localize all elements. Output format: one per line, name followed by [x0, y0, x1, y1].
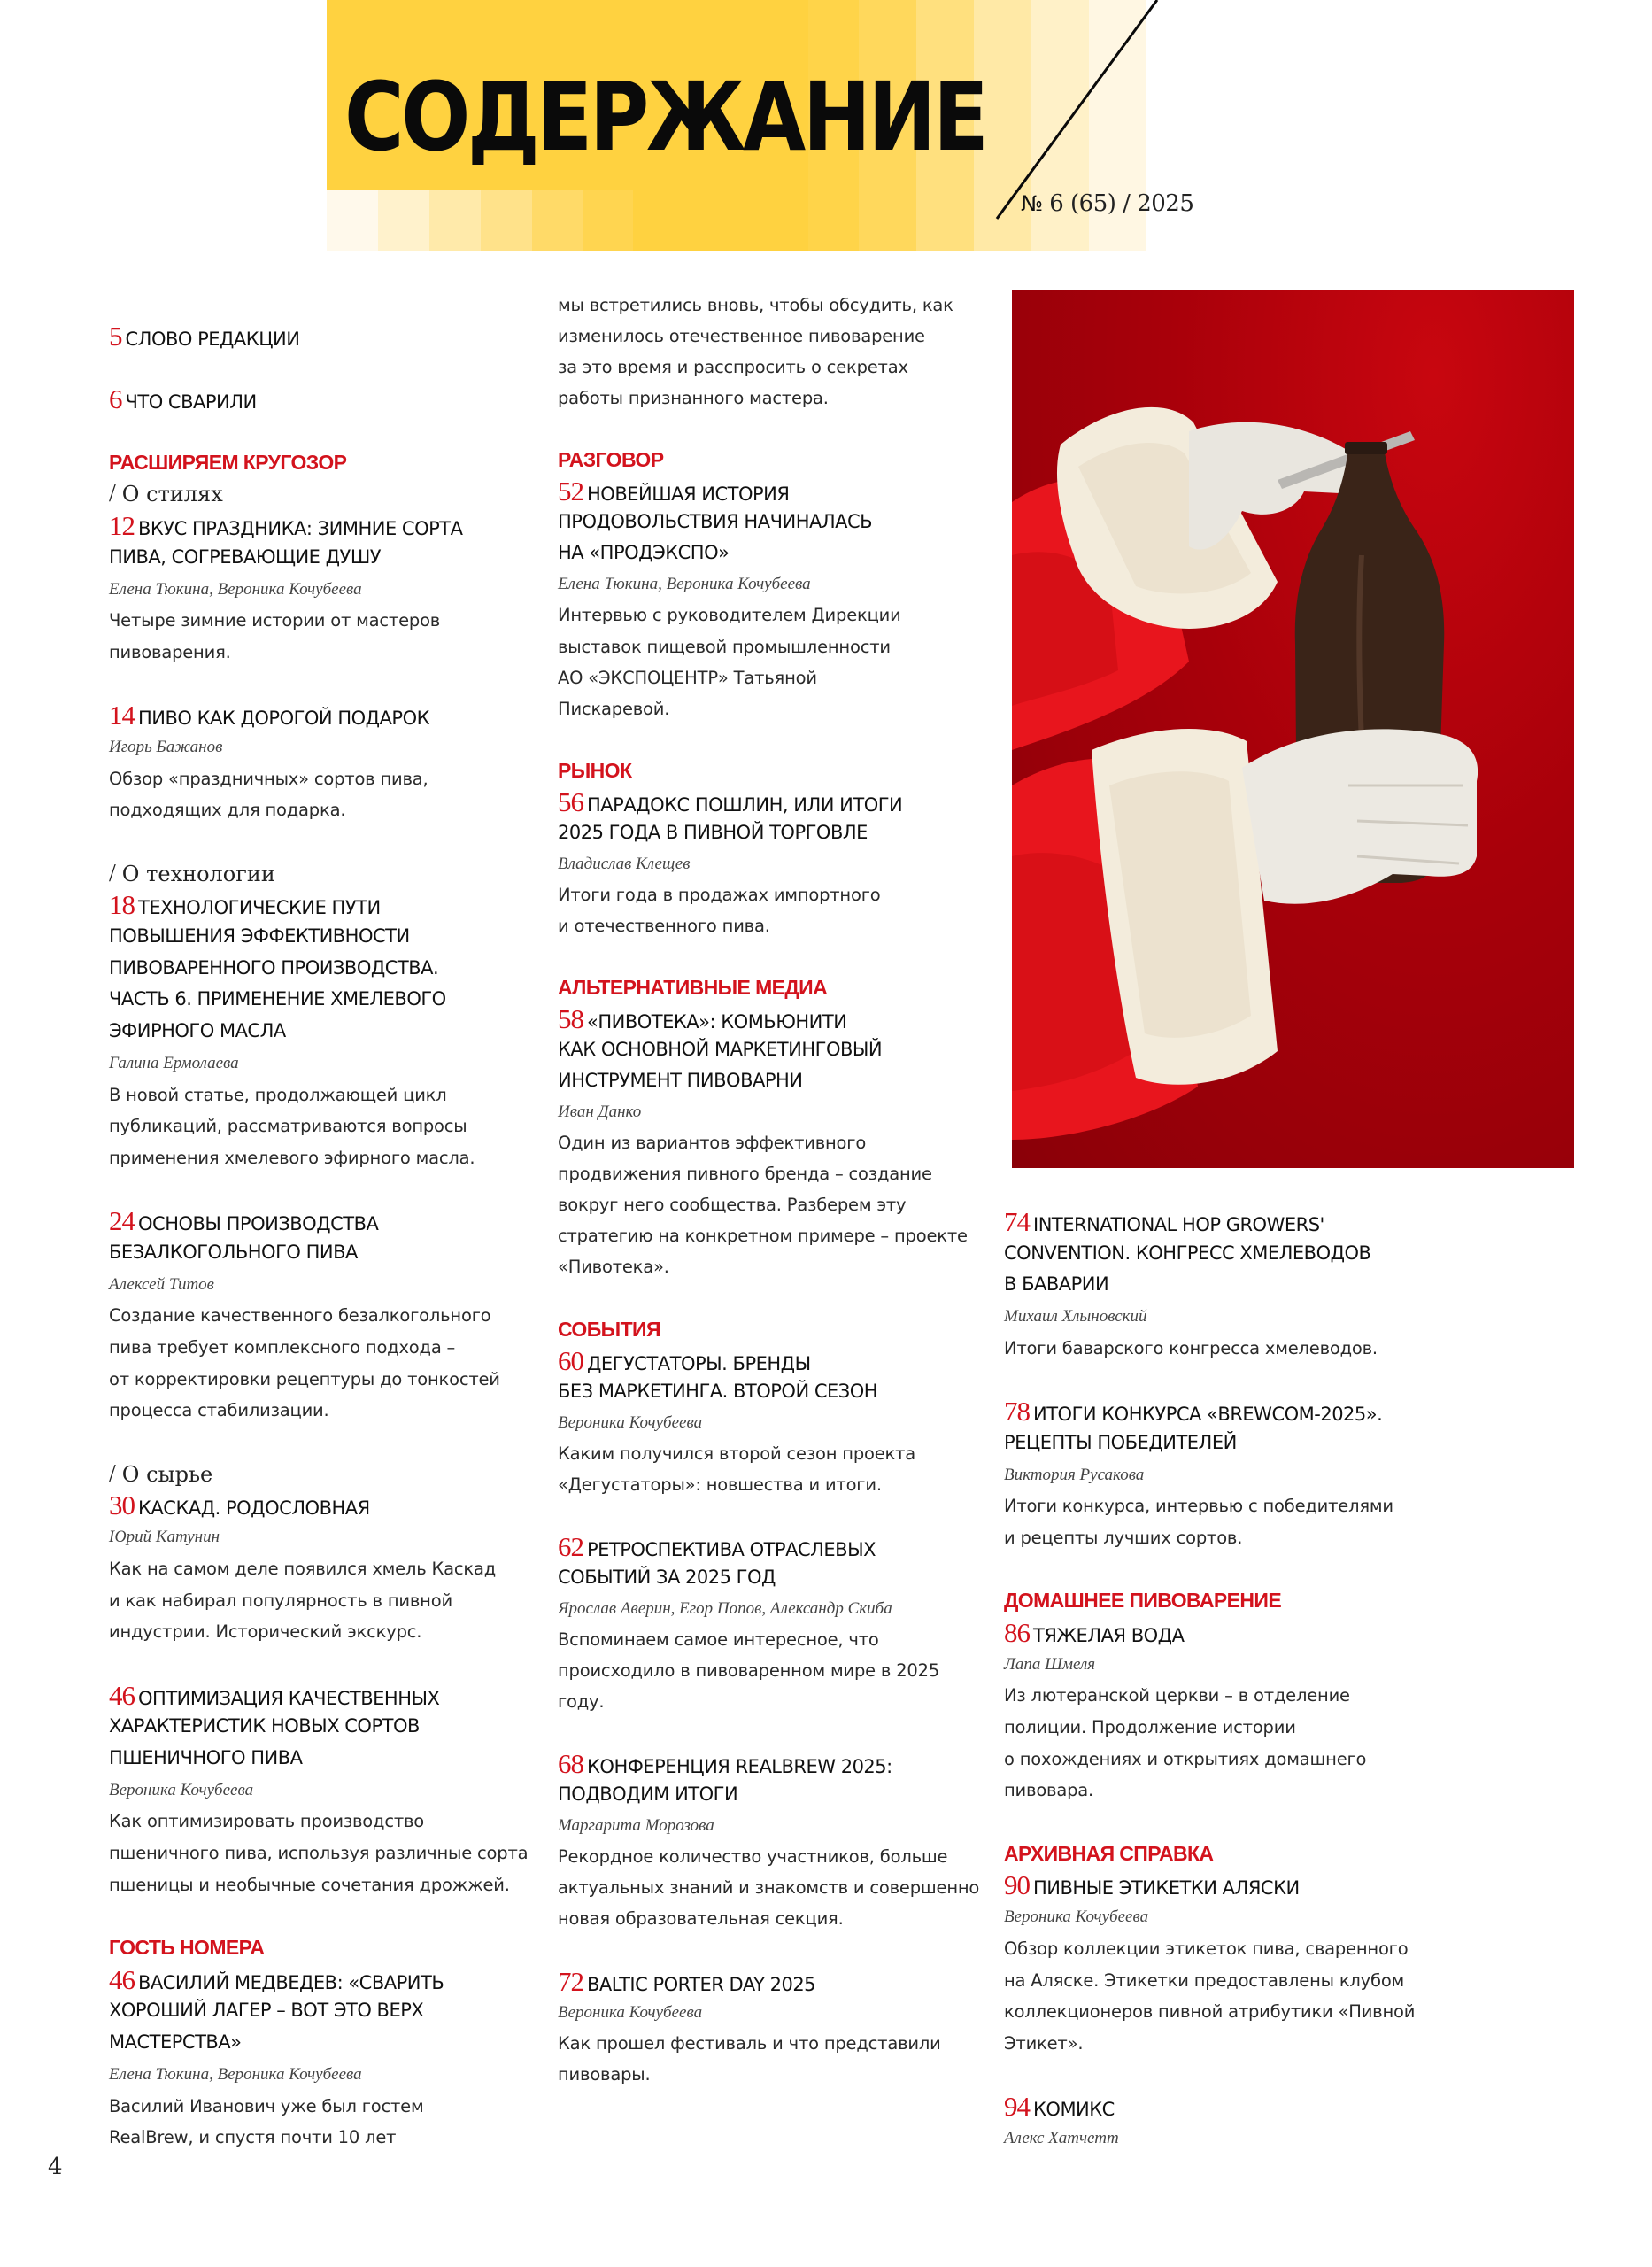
toc-entry-title[interactable]	[558, 1966, 983, 1997]
entry-title-line	[1004, 1269, 1464, 1301]
entry-title-line	[558, 1966, 983, 1997]
page-ref-number: 24	[109, 1205, 135, 1237]
spacer	[1004, 2060, 1464, 2092]
entry-title-text: «ПИВОТЕКА»: КОМЬЮНИТИ	[587, 1011, 847, 1033]
page-ref-number: 30	[109, 1489, 135, 1521]
entry-title-text: ИТОГИ КОНКУРСА «BREWCOM-2025».	[1033, 1404, 1383, 1426]
description-line: изменилось отечественное пивоварение	[558, 326, 925, 347]
entry-title-text: РЕЦЕПТЫ ПОБЕДИТЕЛЕЙ	[1004, 1431, 1237, 1453]
entry-title-line	[109, 1964, 534, 1996]
toc-entry-title[interactable]	[109, 1205, 534, 1268]
entry-description	[109, 2091, 534, 2154]
entry-title-text: ПИВА, СОГРЕВАЮЩИЕ ДУШУ	[109, 545, 382, 568]
description-line: новая образовательная секция.	[558, 1908, 844, 1930]
description-line: Итоги баварского конгресса хмелеводов.	[1004, 1337, 1378, 1358]
page-ref-number: 46	[109, 1963, 135, 1995]
lower-glove	[1242, 729, 1478, 903]
entry-title-line	[1004, 1428, 1464, 1459]
section-category: ДОМАШНЕЕ ПИВОВАРЕНИЕ	[1004, 1589, 1282, 1613]
entry-title-line	[109, 510, 534, 542]
entry-title-text: В БАВАРИИ	[1004, 1273, 1109, 1296]
toc-entry-title[interactable]	[1004, 2091, 1464, 2123]
spacer	[1004, 1807, 1464, 1838]
spacer	[558, 1283, 983, 1314]
entry-description	[558, 879, 983, 941]
page-number: 4	[48, 2154, 63, 2180]
entry-title-line	[558, 1748, 983, 1779]
entry-title-text: ОПТИМИЗАЦИЯ КАЧЕСТВЕННЫХ	[138, 1687, 440, 1709]
entry-title-text: ХАРАКТЕРИСТИК НОВЫХ СОРТОВ	[109, 1715, 420, 1737]
description-line: актуальных знаний и знакомств и совершенно	[558, 1877, 980, 1899]
description-line: Рекордное количество участников, больше	[558, 1846, 948, 1868]
entry-author: Вероника Кочубеева	[558, 1412, 703, 1432]
subsection-label: О сырье	[121, 1461, 213, 1487]
entry-title-text: ПИВНЫЕ ЭТИКЕТКИ АЛЯСКИ	[1033, 1877, 1300, 1899]
toc-entry-title[interactable]	[109, 889, 534, 1047]
entry-title-line	[558, 476, 983, 507]
entry-author: Ярослав Аверин, Егор Попов, Александр Скиба	[558, 1598, 892, 1618]
entry-author: Елена Тюкина, Вероника Кочубеева	[109, 2064, 362, 2084]
entry-title-text: КОНФЕРЕНЦИЯ REALBREW 2025:	[587, 1756, 892, 1778]
entry-description	[1004, 1333, 1464, 1365]
page-ref-number: 12	[109, 510, 135, 542]
entry-description	[558, 2028, 983, 2090]
entry-title-line	[1004, 1396, 1464, 1428]
description-line: Как оптимизировать производство	[109, 1811, 425, 1832]
entry-author: Вероника Кочубеева	[1004, 1907, 1149, 1927]
description-line: Пискаревой.	[558, 698, 670, 719]
entry-title-text: СЛОВО РЕДАКЦИИ	[125, 329, 300, 350]
spacer	[109, 1174, 534, 1206]
entry-title-line	[109, 1995, 534, 2027]
entry-title-text: МАСТЕРСТВА»	[109, 2031, 242, 2054]
entry-title-text: КАСКАД. РОДОСЛОВНАЯ	[138, 1497, 370, 1520]
entry-description	[558, 1841, 983, 1934]
subsection-heading	[109, 478, 534, 510]
spacer	[558, 1717, 983, 1748]
entry-title-line	[109, 889, 534, 921]
description-line: Как прошел фестиваль и что представили	[558, 2032, 941, 2054]
description-line: пива требует комплексного подхода –	[109, 1337, 456, 1358]
page-ref-number: 18	[109, 889, 135, 921]
description-line: на Аляске. Этикетки предоставлены клубом	[1004, 1969, 1405, 1991]
entry-title-line	[109, 1489, 534, 1521]
entry-title-text: ОСНОВЫ ПРОИЗВОДСТВА	[138, 1213, 379, 1235]
slash-line	[997, 0, 1157, 219]
entry-title-line	[1004, 1869, 1464, 1901]
entry-title-line	[558, 1065, 983, 1096]
description-line: пшеничного пива, используя различные сорта	[109, 1843, 529, 1863]
description-line: Василий Иванович уже был гостем	[109, 2095, 424, 2116]
spacer	[558, 941, 983, 972]
description-line: и отечественного пива.	[558, 915, 770, 936]
description-line: Как на самом деле появился хмель Каскад	[109, 1558, 497, 1579]
description-line: RealBrew, и спустя почти 10 лет	[109, 2127, 397, 2148]
subsection-heading	[109, 1458, 534, 1490]
entry-description	[558, 1438, 983, 1500]
entry-title-line	[109, 1680, 534, 1712]
toc-column-right	[1004, 1206, 1464, 2155]
entry-title-line	[558, 1034, 983, 1065]
subsection-label: О стилях	[121, 482, 223, 507]
toc-column-middle	[558, 290, 983, 2090]
toc-entry-title[interactable]	[109, 1680, 534, 1775]
page-ref-number: 78	[1004, 1396, 1030, 1428]
entry-author: Алекс Хатчетт	[1004, 2128, 1119, 2147]
entry-author: Елена Тюкина, Вероника Кочубеева	[109, 579, 362, 599]
entry-title-line	[109, 321, 534, 352]
slash-divider-icon: /	[109, 859, 122, 887]
entry-title-line	[558, 1376, 983, 1407]
entry-description	[1004, 1490, 1464, 1553]
entry-description	[558, 290, 983, 414]
entry-title-line	[109, 1237, 534, 1269]
entry-author: Виктория Русакова	[1004, 1465, 1145, 1484]
description-line: Обзор «праздничных» сортов пива,	[109, 768, 428, 789]
entry-description	[109, 1300, 534, 1427]
entry-title-line	[109, 542, 534, 574]
page-ref-number: 56	[558, 785, 583, 817]
issue-number	[1021, 190, 1193, 217]
description-line: Каким получился второй сезон проекта	[558, 1443, 916, 1464]
description-line: пивовара.	[1004, 1780, 1094, 1801]
spacer	[558, 724, 983, 755]
toc-entry-title[interactable]	[109, 700, 534, 731]
section-category: РЫНОК	[558, 758, 632, 782]
subsection-heading	[109, 858, 534, 890]
entry-description	[109, 1553, 534, 1648]
entry-author: Игорь Бажанов	[109, 737, 223, 756]
entry-title-line	[558, 786, 983, 817]
description-line: индустрии. Исторический экскурс.	[109, 1621, 422, 1643]
description-line: от корректировки рецептуры до тонкостей	[109, 1368, 500, 1389]
toc-entry-title[interactable]	[109, 383, 534, 415]
entry-title-text: ПРОДОВОЛЬСТВИЯ НАЧИНАЛАСЬ	[558, 511, 873, 533]
description-line: «Пивотека».	[558, 1257, 669, 1278]
description-line: Этикет».	[1004, 2032, 1084, 2054]
entry-author: Галина Ермолаева	[109, 1053, 239, 1072]
section-category: СОБЫТИЯ	[558, 1317, 660, 1341]
entry-title-text: ПШЕНИЧНОГО ПИВА	[109, 1746, 303, 1768]
description-line: Итоги года в продажах импортного	[558, 884, 881, 905]
description-line: подходящих для подарка.	[109, 800, 346, 821]
description-line: применения хмелевого эфирного масла.	[109, 1147, 475, 1168]
entry-title-line	[109, 383, 534, 415]
page-title: СОДЕРЖАНИЕ	[344, 63, 986, 173]
spacer	[109, 1648, 534, 1680]
description-line: «Дегустаторы»: новшества и итоги.	[558, 1474, 882, 1495]
page-ref-number: 86	[1004, 1616, 1030, 1648]
description-line: и как набирал популярность в пивной	[109, 1590, 452, 1611]
toc-entry-title[interactable]	[558, 1345, 983, 1407]
description-line: Вспоминаем самое интересное, что	[558, 1629, 879, 1651]
entry-title-line	[1004, 1617, 1464, 1649]
entry-title-text: ВАСИЛИЙ МЕДВЕДЕВ: «СВАРИТЬ	[138, 1971, 444, 1993]
issue-no-sign: №	[1021, 191, 1043, 216]
entry-author: Владислав Клещев	[558, 854, 691, 873]
entry-description	[1004, 1933, 1464, 2060]
entry-description	[1004, 1680, 1464, 1807]
entry-description	[109, 1806, 534, 1900]
spacer	[558, 1500, 983, 1531]
description-line: Один из вариантов эффективного	[558, 1133, 867, 1154]
entry-title-text: ТЯЖЕЛАЯ ВОДА	[1033, 1624, 1185, 1646]
section-category: РАСШИРЯЕМ КРУГОЗОР	[109, 450, 347, 474]
entry-title-text: ВКУС ПРАЗДНИКА: ЗИМНИЕ СОРТА	[138, 518, 463, 540]
toc-entry-title[interactable]	[558, 1531, 983, 1593]
entry-title-line	[558, 507, 983, 538]
entry-title-text: ПАРАДОКС ПОШЛИН, ИЛИ ИТОГИ	[587, 793, 903, 816]
toc-entry-title[interactable]	[109, 321, 534, 352]
entry-author: Алексей Титов	[109, 1274, 214, 1294]
entry-title-line	[109, 1711, 534, 1743]
description-line: пивовары.	[558, 2063, 651, 2085]
entry-title-text: ПИВОВАРЕННОГО ПРОИЗВОДСТВА.	[109, 956, 439, 979]
spacer	[109, 415, 534, 447]
page-ref-number: 52	[558, 476, 583, 507]
entry-author: Вероника Кочубеева	[558, 2002, 703, 2022]
toc-entry-title[interactable]	[558, 476, 983, 569]
description-line: вокруг него сообщества. Разберем эту	[558, 1195, 907, 1216]
description-line: году.	[558, 1691, 605, 1713]
toc-entry-title[interactable]	[1004, 1396, 1464, 1458]
entry-title-text: ЧТО СВАРИЛИ	[125, 391, 257, 414]
entry-description	[558, 1127, 983, 1282]
toc-entry-title[interactable]	[1004, 1206, 1464, 1301]
cover-photo	[1012, 290, 1574, 1168]
description-line: о похождениях и открытиях домашнего	[1004, 1748, 1367, 1769]
entry-title-text: БЕЗАЛКОГОЛЬНОГО ПИВА	[109, 1241, 358, 1263]
description-line: В новой статье, продолжающей цикл	[109, 1084, 447, 1105]
page-ref-number: 68	[558, 1748, 583, 1780]
description-line: Интервью с руководителем Дирекции	[558, 605, 901, 626]
entry-author: Юрий Катунин	[109, 1528, 220, 1547]
entry-author: Елена Тюкина, Вероника Кочубеева	[558, 575, 811, 594]
description-line: Четыре зимние истории от мастеров	[109, 610, 441, 631]
section-category: АЛЬТЕРНАТИВНЫЕ МЕДИА	[558, 976, 828, 1000]
entry-title-line	[1004, 2091, 1464, 2123]
spacer	[558, 1934, 983, 1965]
page-ref-number: 72	[558, 1965, 583, 1997]
entry-title-text: РЕТРОСПЕКТИВА ОТРАСЛЕВЫХ	[587, 1538, 876, 1560]
page-ref-number: 62	[558, 1530, 583, 1562]
spacer	[109, 1427, 534, 1458]
entry-title-text: BALTIC PORTER DAY 2025	[587, 1973, 816, 1995]
entry-description	[558, 1624, 983, 1717]
entry-description	[109, 605, 534, 668]
entry-author: Вероника Кочубеева	[109, 1780, 254, 1799]
spacer	[109, 669, 534, 700]
page-ref-number: 6	[109, 383, 122, 415]
description-line: выставок пищевой промышленности	[558, 636, 891, 657]
entry-title-text: КАК ОСНОВНОЙ МАРКЕТИНГОВЫЙ	[558, 1039, 883, 1061]
entry-title-line	[109, 984, 534, 1016]
description-line: полиции. Продолжение истории	[1004, 1717, 1296, 1737]
toc-entry-title[interactable]	[109, 1489, 534, 1521]
page-ref-number: 90	[1004, 1869, 1030, 1901]
page-ref-number: 74	[1004, 1206, 1030, 1237]
description-line: Из лютеранской церкви – в отделение	[1004, 1685, 1350, 1706]
entry-title-text: БЕЗ МАРКЕТИНГА. ВТОРОЙ СЕЗОН	[558, 1380, 878, 1402]
description-line: Создание качественного безалкогольного	[109, 1305, 491, 1327]
toc-entry-title[interactable]	[1004, 1869, 1464, 1901]
entry-author: Лапа Шмеля	[1004, 1654, 1096, 1674]
description-line: АО «ЭКСПОЦЕНТР» Татьяной	[558, 667, 817, 688]
entry-title-line	[1004, 1206, 1464, 1238]
entry-title-line	[109, 1016, 534, 1048]
entry-title-text: ПОВЫШЕНИЯ ЭФФЕКТИВНОСТИ	[109, 925, 410, 948]
slash-divider-icon: /	[109, 1459, 122, 1488]
entry-title-text: ПОДВОДИМ ИТОГИ	[558, 1783, 738, 1806]
spacer	[1004, 1364, 1464, 1396]
entry-title-line	[109, 953, 534, 985]
section-category: АРХИВНАЯ СПРАВКА	[1004, 1841, 1214, 1865]
entry-title-text: КОМИКС	[1033, 2099, 1115, 2121]
entry-author: Михаил Хлыновский	[1004, 1307, 1147, 1327]
entry-title-text: CONVENTION. КОНГРЕСС ХМЕЛЕВОДОВ	[1004, 1242, 1371, 1264]
entry-title-text: ТЕХНОЛОГИЧЕСКИЕ ПУТИ	[138, 897, 381, 919]
entry-title-text: INTERNATIONAL HOP GROWERS'	[1033, 1214, 1324, 1235]
entry-title-line	[558, 1562, 983, 1593]
toc-entry-title[interactable]	[109, 510, 534, 573]
entry-title-text: ЧАСТЬ 6. ПРИМЕНЕНИЕ ХМЕЛЕВОГО	[109, 988, 446, 1010]
toc-entry-title[interactable]	[558, 1003, 983, 1096]
section-category: ГОСТЬ НОМЕРА	[109, 1936, 265, 1960]
page-ref-number: 94	[1004, 2091, 1030, 2123]
toc-column-left	[109, 321, 534, 2154]
page-ref-number: 14	[109, 700, 135, 731]
description-line: происходило в пивоваренном мире в 2025	[558, 1660, 940, 1682]
entry-title-text: НОВЕЙШАЯ ИСТОРИЯ	[587, 484, 790, 506]
page-ref-number: 46	[109, 1679, 135, 1711]
entry-description	[109, 1079, 534, 1174]
entry-title-line	[109, 1205, 534, 1237]
slash-divider-icon: /	[109, 480, 122, 508]
description-line: работы признанного мастера.	[558, 388, 829, 409]
toc-entry-title[interactable]	[558, 1748, 983, 1810]
entry-title-text: СОБЫТИЙ ЗА 2025 ГОД	[558, 1566, 776, 1588]
toc-entry-title[interactable]	[558, 786, 983, 848]
entry-title-line	[109, 1743, 534, 1775]
toc-entry-title[interactable]	[109, 1964, 534, 2059]
entry-title-line	[558, 538, 983, 569]
entry-title-line	[558, 1531, 983, 1562]
description-line: Итоги конкурса, интервью с победителями	[1004, 1496, 1393, 1517]
entry-title-line	[558, 1003, 983, 1034]
entry-author: Маргарита Морозова	[558, 1816, 714, 1836]
entry-title-text: 2025 ГОДА В ПИВНОЙ ТОРГОВЛЕ	[558, 821, 868, 843]
entry-title-text: ХОРОШИЙ ЛАГЕР – ВОТ ЭТО ВЕРХ	[109, 2000, 424, 2022]
page-ref-number: 60	[558, 1344, 583, 1376]
entry-title-text: ПИВО КАК ДОРОГОЙ ПОДАРОК	[138, 708, 430, 730]
description-line: продвижения пивного бренда – создание	[558, 1164, 932, 1185]
diagonal-slash-decoration	[0, 0, 1652, 266]
entry-title-line	[558, 1779, 983, 1810]
entry-title-line	[109, 700, 534, 731]
description-line: за это время и расспросить о секретах	[558, 357, 908, 378]
entry-title-text: НА «ПРОДЭКСПО»	[558, 542, 730, 564]
entry-author: Иван Данко	[558, 1103, 642, 1122]
spacer	[109, 352, 534, 384]
description-line: пивоварения.	[109, 641, 231, 662]
spacer	[1004, 1554, 1464, 1586]
entry-title-line	[558, 817, 983, 848]
entry-title-text: ДЕГУСТАТОРЫ. БРЕНДЫ	[587, 1352, 811, 1374]
description-line: Обзор коллекции этикеток пива, сваренного	[1004, 1938, 1409, 1959]
entry-title-text: ЭФИРНОГО МАСЛА	[109, 1020, 286, 1042]
description-line: коллекционеров пивной атрибутики «Пивной	[1004, 2001, 1416, 2023]
entry-title-line	[1004, 1238, 1464, 1270]
description-line: пшеницы и необычные сочетания дрожжей.	[109, 1874, 510, 1895]
spacer	[109, 826, 534, 858]
subsection-label: О технологии	[121, 861, 275, 886]
spacer	[558, 414, 983, 445]
description-line: и рецепты лучших сортов.	[1004, 1527, 1243, 1548]
entry-title-line	[109, 921, 534, 953]
page-ref-number: 58	[558, 1003, 583, 1035]
page-ref-number: 5	[109, 321, 122, 352]
entry-description	[109, 763, 534, 826]
spacer	[109, 1900, 534, 1932]
section-category: РАЗГОВОР	[558, 448, 664, 472]
santa-hands-beer-icon	[1012, 290, 1574, 1168]
description-line: мы встретились вновь, чтобы обсудить, как	[558, 295, 953, 315]
description-line: публикаций, рассматриваются вопросы	[109, 1116, 467, 1137]
entry-description	[558, 600, 983, 723]
entry-title-text: ИНСТРУМЕНТ ПИВОВАРНИ	[558, 1070, 803, 1092]
entry-title-line	[558, 1345, 983, 1376]
description-line: процесса стабилизации.	[109, 1400, 329, 1421]
description-line: стратегию на конкретном примере – проекте	[558, 1226, 968, 1247]
entry-title-line	[109, 2027, 534, 2059]
issue-value: 6 (65) / 2025	[1049, 190, 1194, 217]
toc-entry-title[interactable]	[1004, 1617, 1464, 1649]
